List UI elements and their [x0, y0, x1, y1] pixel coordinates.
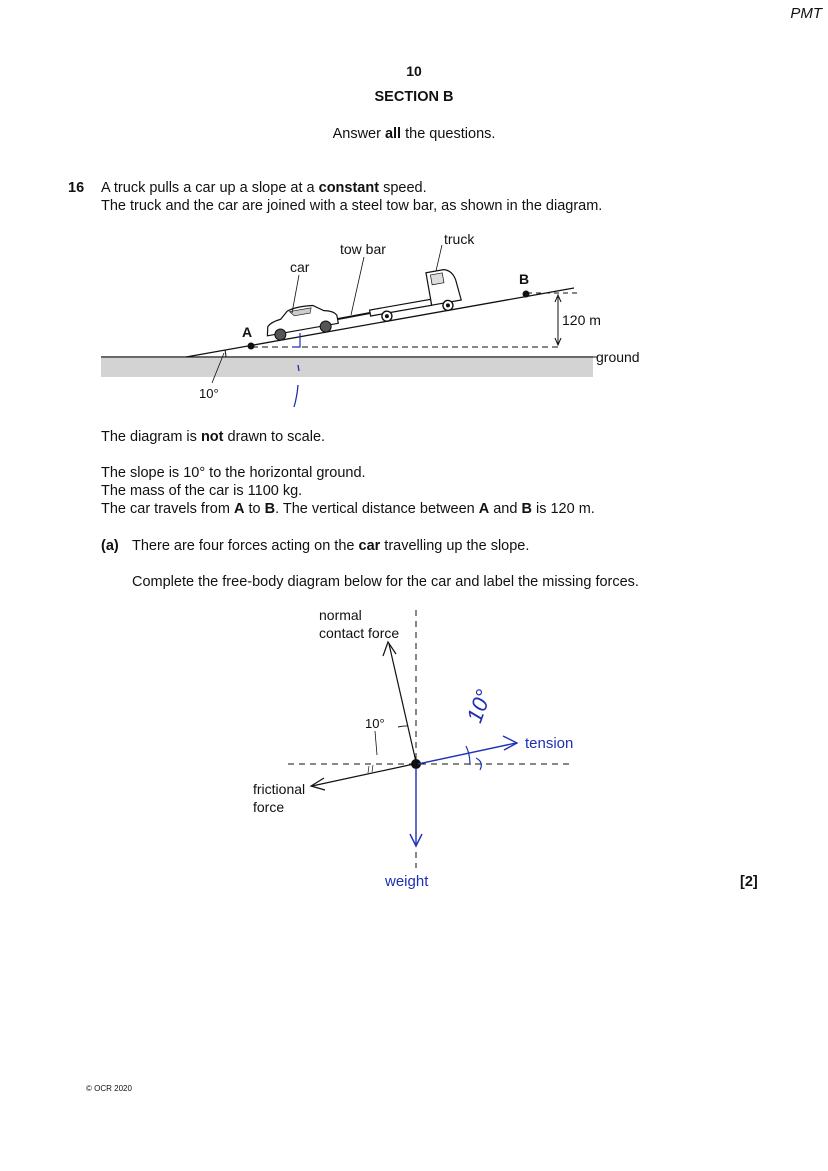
weight-label: weight: [385, 873, 429, 890]
tension-arrow: [418, 743, 516, 764]
angle-label-fbd: 10°: [365, 716, 385, 731]
mass-info: The mass of the car is 1100 kg.: [101, 483, 303, 499]
tow-bar-leader: [351, 257, 364, 315]
section-title: SECTION B: [374, 89, 454, 105]
slope-info: The slope is 10° to the horizontal ground.: [101, 465, 366, 481]
free-body-diagram: [0, 600, 828, 900]
handwritten-angle: 10°: [461, 686, 497, 727]
frictional-force-label-1: frictional: [253, 781, 306, 797]
tension-label: tension: [525, 735, 574, 752]
frictional-force-label-2: force: [253, 799, 285, 815]
scale-note: The diagram is not drawn to scale.: [101, 429, 326, 445]
question-number: 16: [68, 180, 85, 196]
handwritten-mark: [292, 333, 300, 347]
truck-leader: [436, 245, 442, 271]
point-a-marker: [248, 343, 255, 350]
truck-icon: [365, 268, 463, 324]
travel-info: The car travels from A to B. The vertical distance between A and B is 120 m.: [101, 501, 595, 517]
angle-arc-fbd: [398, 726, 408, 727]
tow-bar: [338, 313, 370, 319]
normal-force-arrow: [389, 644, 416, 762]
car-label: car: [290, 259, 310, 275]
marks: [2]: [740, 874, 758, 890]
angle-label: 10°: [199, 386, 219, 401]
frictional-force-arrow: [312, 764, 414, 786]
part-a-label: (a): [101, 538, 119, 554]
question-line-1: A truck pulls a car up a slope at a constant speed.: [101, 180, 427, 196]
ground-strip: [101, 358, 593, 377]
height-label: 120 m: [562, 312, 601, 328]
point-a-label: A: [242, 324, 253, 340]
instruction: Answer all the questions.: [332, 126, 496, 142]
point-b-label: B: [519, 271, 530, 287]
normal-force-label-2: contact force: [319, 625, 400, 641]
part-a-text: There are four forces acting on the car travelling up the slope.: [132, 538, 530, 554]
point-b-marker: [523, 291, 530, 298]
angle-arc: [225, 350, 226, 357]
normal-force-label-1: normal: [319, 607, 362, 623]
ground-label: ground: [596, 349, 640, 365]
slope-diagram: [0, 225, 828, 410]
part-a-instruction: Complete the free-body diagram below for the car and label the missing forces.: [132, 574, 639, 590]
truck-label: truck: [444, 231, 475, 247]
watermark: PMT: [790, 5, 822, 22]
question-line-2: The truck and the car are joined with a steel tow bar, as shown in the diagram.: [101, 198, 603, 214]
copyright: © OCR 2020: [86, 1084, 132, 1093]
handwritten-arc: [466, 746, 481, 770]
page-number: 10: [406, 63, 422, 79]
tow-bar-label: tow bar: [340, 241, 386, 257]
